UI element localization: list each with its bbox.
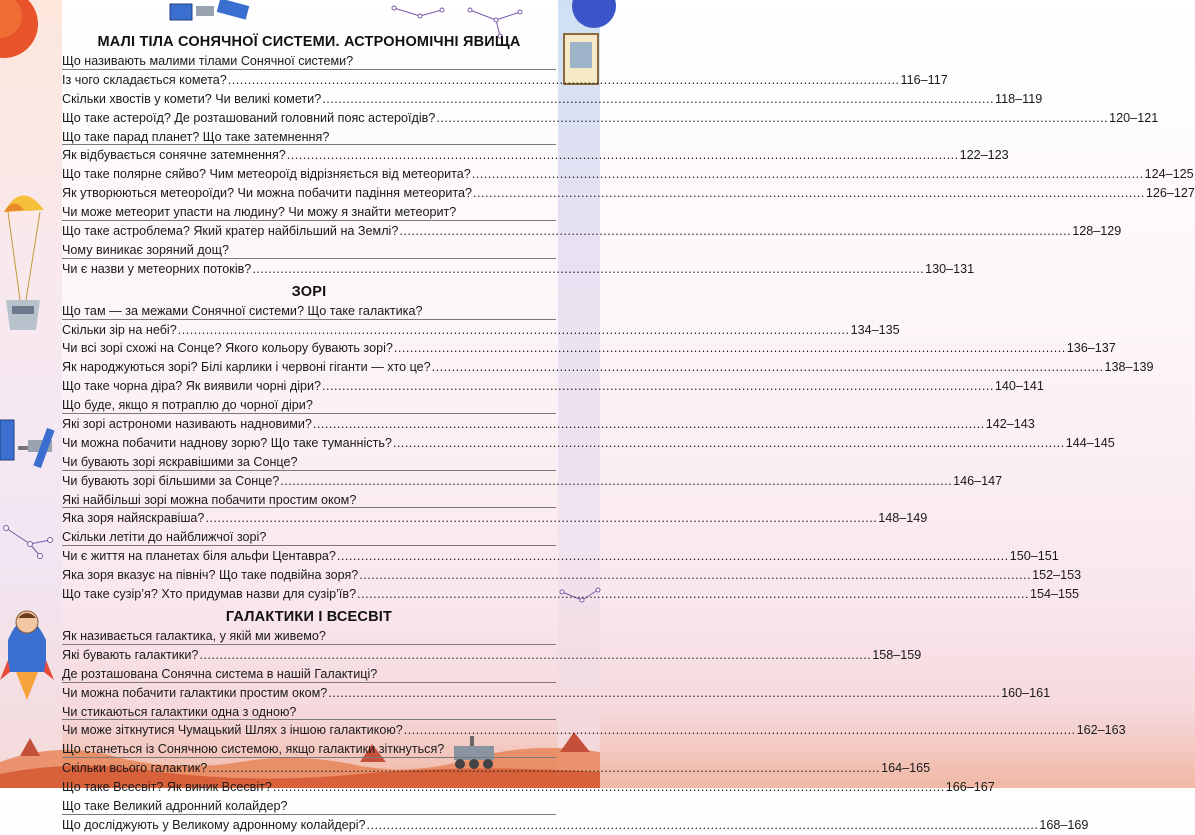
toc-page-range: 148–149 [878,511,928,526]
toc-entry[interactable] [62,816,1089,835]
dot-leader [337,547,1009,566]
toc-question: Скільки хвостів у комети? Чи великі комети? [62,91,322,106]
toc-question: Чи стикаються галактики одна з одною? [62,704,297,719]
toc-entry[interactable] [62,415,1035,434]
toc-question: Які зорі астрономи називають надновими? [62,417,312,432]
toc-page-range: 116–117 [900,72,948,87]
toc-question: Як народжуються зорі? Білі карлики і червоні гіганти — хто це? [62,360,431,375]
toc-page-range: 126–127 [1145,186,1195,201]
dot-leader [205,509,877,528]
dot-leader [199,646,871,665]
toc-entry[interactable] [62,759,931,778]
toc-entry[interactable] [62,321,900,340]
table-of-contents [62,32,1195,835]
toc-entry[interactable] [62,339,1116,358]
section-rows [62,302,1154,604]
toc-entry[interactable] [62,778,995,797]
toc-page-range: 150–151 [1009,549,1059,564]
toc-question-line[interactable] [62,52,556,71]
toc-question-line[interactable] [62,627,556,646]
dot-leader [393,434,1065,453]
toc-question: Яка зоря вказує на північ? Що таке подвійна зоря? [62,568,359,583]
dot-leader [328,684,1000,703]
toc-question: Чи може метеорит упасти на людину? Чи можу я знайти метеорит? [62,205,457,220]
toc-entry[interactable] [62,684,1051,703]
constellation-icon [4,526,53,559]
section-title: МАЛІ ТІЛА СОНЯЧНОЇ СИСТЕМИ. АСТРОНОМІЧНІ ЯВИЩА [97,34,521,50]
toc-question: Чому виникає зоряний дощ? [62,242,229,257]
toc-question: Які бувають галактики? [62,647,199,662]
toc-entry[interactable] [62,146,1009,165]
toc-question: Чи є назви у метеорних потоків? [62,261,252,276]
toc-question: Що таке Всесвіт? Як виник Всесвіт? [62,780,272,795]
toc-question-line[interactable] [62,128,556,147]
toc-entry[interactable] [62,358,1154,377]
toc-question-line[interactable] [62,241,556,260]
dot-leader [367,816,1039,835]
toc-question-line[interactable] [62,491,556,510]
toc-question: Чи може зіткнутися Чумацький Шлях з іншою галактикою? [62,723,403,738]
toc-question: Як називається галактика, у якій ми живемо? [62,628,326,643]
toc-question: Скільки летіти до найближчої зорі? [62,530,267,545]
toc-entry[interactable] [62,585,1079,604]
toc-question: Як утворюються метеороїди? Чи можна побачити падіння метеорита? [62,186,473,201]
toc-question: Чи можна побачити наднову зорю? Що таке туманність? [62,435,392,450]
toc-entry[interactable] [62,71,948,90]
dot-leader [322,377,994,396]
toc-page-range: 160–161 [1001,685,1051,700]
toc-page-range: 130–131 [925,261,975,276]
toc-question: Чи бувають зорі яскравішими за Сонце? [62,454,298,469]
dot-leader [359,566,1031,585]
toc-question-line[interactable] [62,797,556,816]
toc-page-range: 146–147 [953,473,1003,488]
toc-question-line[interactable] [62,453,556,472]
top-satellite-icon [170,0,249,20]
dot-leader [436,109,1108,128]
toc-entry[interactable] [62,377,1044,396]
toc-entry[interactable] [62,721,1126,740]
toc-entry[interactable] [62,109,1159,128]
toc-question: Чи можна побачити галактики простим оком? [62,685,328,700]
dot-leader [357,585,1029,604]
toc-question: Які найбільші зорі можна побачити простим оком? [62,492,357,507]
toc-question: Чи всі зорі схожі на Сонце? Якого кольору бувають зорі? [62,341,393,356]
toc-page-range: 138–139 [1104,360,1154,375]
dot-leader [472,165,1144,184]
toc-entry[interactable] [62,165,1194,184]
toc-entry[interactable] [62,509,928,528]
dot-leader [313,415,985,434]
dot-leader [280,472,952,491]
dot-leader [432,358,1104,377]
section-small-bodies [62,32,1195,279]
dot-leader [322,90,994,109]
toc-question: Яка зоря найяскравіша? [62,511,205,526]
dot-leader [228,71,900,90]
dot-leader [273,778,945,797]
section-title: ГАЛАКТИКИ І ВСЕСВІТ [225,608,393,625]
toc-question: Що таке полярне сяйво? Чим метеороїд відрізняється від метеорита? [62,167,471,182]
toc-entry[interactable] [62,547,1059,566]
toc-page-range: 152–153 [1032,568,1082,583]
dot-leader [178,321,850,340]
section-galaxies [62,607,1126,835]
toc-page-range: 128–129 [1072,224,1122,239]
toc-question-line[interactable] [62,528,556,547]
toc-page-range: 142–143 [985,417,1035,432]
toc-question: Чи бувають зорі більшими за Сонце? [62,473,280,488]
toc-page-range: 134–135 [850,322,900,337]
toc-question: Що станеться із Сонячною системою, якщо галактики зіткнуться? [62,742,445,757]
toc-question-line[interactable] [62,302,556,321]
toc-question: Де розташована Сонячна система в нашій Галактиці? [62,666,378,681]
planet-icon [572,0,616,28]
toc-question-line[interactable] [62,740,556,759]
toc-question: Як відбувається сонячне затемнення? [62,148,286,163]
dot-leader [394,339,1066,358]
toc-question: Скільки всього галактик? [62,761,208,776]
toc-page-range: 154–155 [1029,587,1079,602]
toc-page-range: 140–141 [994,379,1044,394]
toc-page-range: 164–165 [881,761,931,776]
toc-entry[interactable] [62,434,1115,453]
toc-entry[interactable] [62,646,922,665]
section-stars [62,282,1154,604]
section-rows [62,52,1195,279]
toc-question: Що досліджують у Великому адронному колайдері? [62,817,366,832]
toc-page-range: 144–145 [1065,435,1115,450]
toc-question: Із чого складається комета? [62,72,227,87]
toc-question-line[interactable] [62,396,556,415]
toc-question: Що там — за межами Сонячної системи? Що таке галактика? [62,303,423,318]
section-rows [62,627,1126,835]
toc-page-range: 124–125 [1144,167,1194,182]
toc-entry[interactable] [62,260,975,279]
toc-question: Що таке чорна діра? Як виявили чорні діри? [62,379,322,394]
toc-question: Чи є життя на планетах біля альфи Центавра? [62,549,336,564]
rocket-astronaut-icon [0,611,54,700]
toc-page-range: 162–163 [1076,723,1126,738]
satellite-icon [0,420,55,468]
toc-question: Скільки зір на небі? [62,322,177,337]
toc-question: Що таке сузір’я? Хто придумав назви для сузір’їв? [62,587,357,602]
toc-page-range: 158–159 [872,647,922,662]
toc-page-range: 166–167 [945,780,995,795]
toc-question: Що називають малими тілами Сонячної системи? [62,54,354,68]
toc-entry[interactable] [62,472,1003,491]
dot-leader [473,184,1145,203]
dot-leader [252,260,924,279]
toc-page-range: 122–123 [959,148,1009,163]
left-illustrations [0,0,62,788]
dot-leader [404,721,1076,740]
toc-entry[interactable] [62,222,1122,241]
toc-page-range: 118–119 [995,91,1043,106]
toc-question-line[interactable] [62,203,556,222]
toc-page-range: 168–169 [1039,817,1089,832]
toc-question-line[interactable] [62,703,556,722]
toc-question: Що буде, якщо я потраплю до чорної діри? [62,398,313,413]
parachute-capsule-icon [4,195,44,330]
toc-entry[interactable] [62,90,1043,109]
toc-question: Що таке астроблема? Який кратер найбільший на Землі? [62,224,399,239]
dot-leader [208,759,880,778]
toc-entry[interactable] [62,566,1082,585]
section-title: ЗОРІ [291,283,327,300]
toc-question: Що таке парад планет? Що таке затемнення? [62,129,330,144]
toc-page-range: 136–137 [1066,341,1116,356]
dot-leader [287,146,959,165]
toc-question: Що таке Великий адронний колайдер? [62,798,288,813]
dot-leader [399,222,1071,241]
toc-question: Що таке астероїд? Де розташований головний пояс астероїдів? [62,110,436,125]
toc-page-range: 120–121 [1109,110,1159,125]
toc-entry[interactable] [62,184,1195,203]
toc-question-line[interactable] [62,665,556,684]
